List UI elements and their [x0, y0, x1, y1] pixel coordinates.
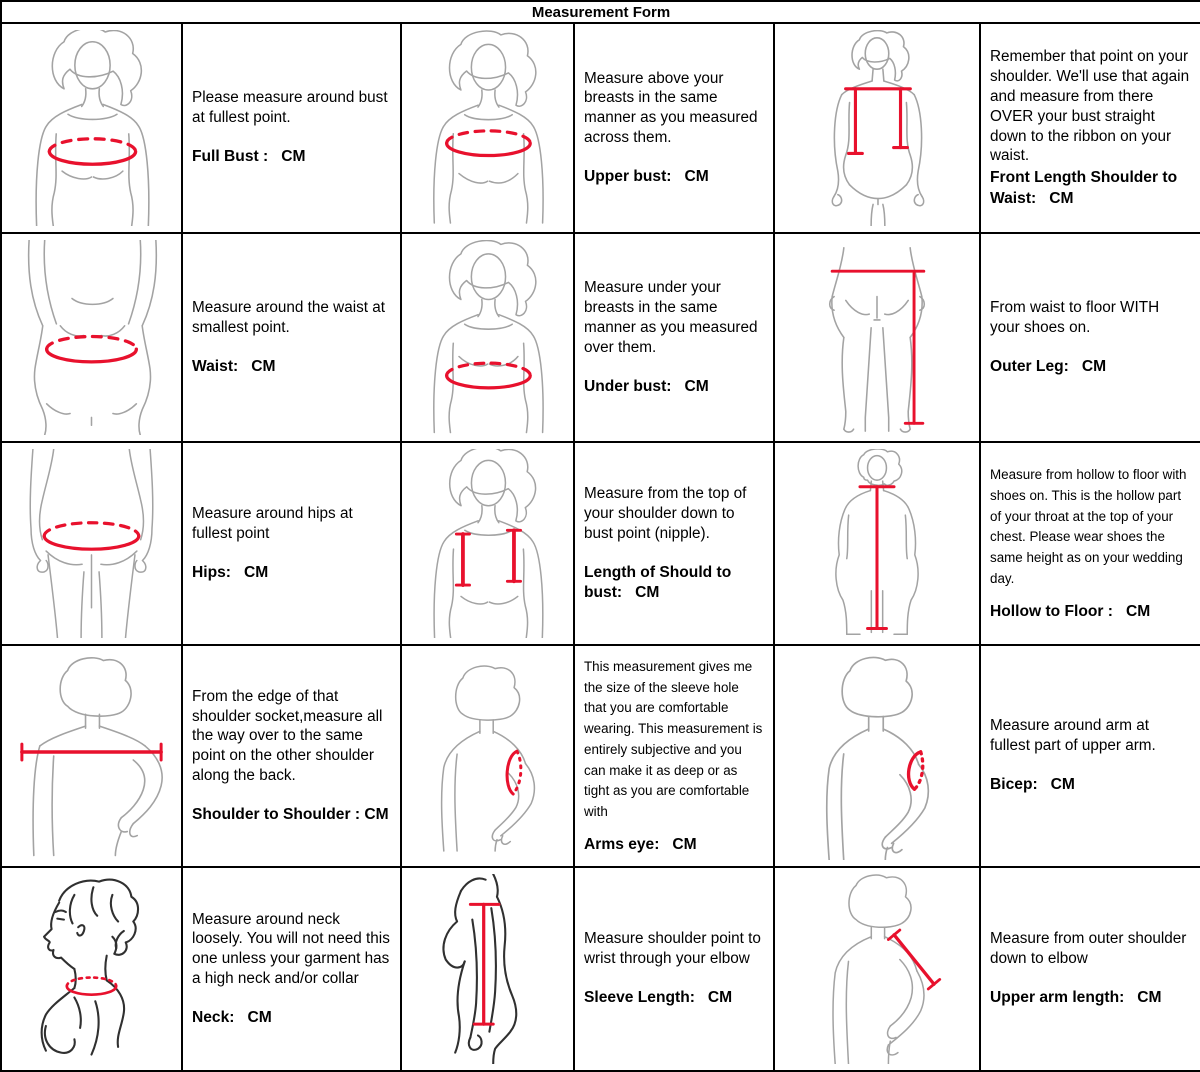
figure-cell	[401, 867, 574, 1071]
hips-figure	[2, 449, 181, 638]
table-row	[1, 442, 1200, 645]
measurement-label: Shoulder to Shoulder : CM	[192, 806, 389, 824]
instruction-text: Measure above your breasts in the same manner as you measured across them.	[584, 69, 762, 147]
table-row	[1, 23, 1200, 233]
instruction-cell	[980, 645, 1200, 867]
instruction-text: Measure around arm at fullest part of upper arm.	[990, 717, 1156, 755]
figure-cell	[401, 233, 574, 442]
instruction-text: Measure from outer shoulder down to elbow	[990, 930, 1191, 968]
instruction-cell	[182, 645, 401, 867]
instruction-text: Measure around neck loosely. You will not need this one unless your garment has a high neck and/or collar	[192, 910, 395, 988]
measurement-label: Sleeve Length: CM	[584, 989, 733, 1007]
instruction-text: Measure from hollow to floor with shoes on. This is the hollow part of your throat at the top of your chest. Please wear shoes the same height as on your wedding day.	[990, 467, 1191, 586]
instruction-cell	[182, 23, 401, 233]
figure-cell	[774, 442, 980, 645]
instruction-cell	[980, 867, 1200, 1071]
instruction-text: Measure shoulder point to wrist through your elbow	[584, 930, 766, 968]
instruction-cell	[574, 23, 774, 233]
measurement-label: Length of Should to bust: CM	[584, 563, 736, 601]
measurement-label: Upper bust: CM	[584, 168, 709, 186]
figure-cell	[1, 645, 182, 867]
form-title: Measurement Form	[1, 1, 1200, 23]
figure-cell	[1, 23, 182, 233]
figure-cell	[774, 23, 980, 233]
upper-bust-figure	[402, 30, 573, 226]
instruction-cell	[182, 867, 401, 1071]
figure-cell	[1, 233, 182, 442]
figure-cell	[774, 867, 980, 1071]
instruction-text: From waist to floor WITH your shoes on.	[990, 298, 1164, 336]
shoulder-to-bust-figure	[402, 449, 573, 638]
figure-cell	[774, 645, 980, 867]
instruction-text: Remember that point on your shoulder. We'll use that again and measure from there OVER your bust straight down to the ribbon on your waist.	[990, 48, 1194, 165]
instruction-text: Measure around the waist at smallest point.	[192, 298, 390, 336]
arms-eye-figure	[402, 652, 573, 860]
figure-cell	[401, 23, 574, 233]
measurement-label: Upper arm length: CM	[990, 989, 1162, 1007]
hollow-to-floor-figure	[775, 449, 979, 638]
instruction-cell	[574, 233, 774, 442]
measurement-label: Hollow to Floor : CM	[990, 602, 1151, 620]
sleeve-length-figure	[402, 874, 573, 1064]
measurement-label: Arms eye: CM	[584, 835, 697, 853]
measurement-label: Waist: CM	[192, 357, 276, 375]
instruction-text: Please measure around bust at fullest point.	[192, 89, 392, 127]
upper-arm-length-figure	[775, 874, 979, 1064]
measurement-label: Front Length Shoulder to Waist: CM	[990, 169, 1182, 207]
instruction-cell	[182, 442, 401, 645]
figure-cell	[774, 233, 980, 442]
instruction-cell	[980, 23, 1200, 233]
figure-cell	[1, 442, 182, 645]
instruction-cell	[980, 442, 1200, 645]
figure-cell	[401, 442, 574, 645]
measurement-label: Outer Leg: CM	[990, 357, 1107, 375]
instruction-cell	[574, 867, 774, 1071]
instruction-cell	[182, 233, 401, 442]
header-row	[1, 1, 1200, 23]
measurement-label: Bicep: CM	[990, 776, 1075, 794]
front-length-figure	[775, 30, 979, 226]
under-bust-figure	[402, 240, 573, 435]
table-row	[1, 867, 1200, 1071]
table-row	[1, 645, 1200, 867]
instruction-text: From the edge of that shoulder socket,measure all the way over to the same point on the other shoulder along the back.	[192, 687, 387, 785]
instruction-cell	[980, 233, 1200, 442]
instruction-text: Measure around hips at fullest point	[192, 504, 357, 542]
figure-cell	[401, 645, 574, 867]
table-row	[1, 233, 1200, 442]
waist-figure	[2, 240, 181, 435]
bicep-figure	[775, 652, 979, 860]
instruction-text: This measurement gives me the size of the sleeve hole that you are comfortable wearing. This measurement is entirely subjective and you can make it as deep or as tight as you are comfortable with	[584, 658, 767, 820]
instruction-text: Measure under your breasts in the same manner as you measured over them.	[584, 279, 762, 356]
measurement-label: Neck: CM	[192, 1009, 272, 1027]
full-bust-figure	[2, 30, 181, 226]
instruction-cell	[574, 645, 774, 867]
instruction-cell	[574, 442, 774, 645]
outer-leg-figure	[775, 240, 979, 435]
instruction-text: Measure from the top of your shoulder down to bust point (nipple).	[584, 484, 751, 542]
measurement-label: Hips: CM	[192, 563, 269, 581]
figure-cell	[1, 867, 182, 1071]
shoulder-to-shoulder-figure	[2, 652, 181, 860]
measurement-label: Under bust: CM	[584, 377, 709, 395]
neck-figure	[2, 874, 181, 1064]
measurement-label: Full Bust : CM	[192, 148, 306, 166]
